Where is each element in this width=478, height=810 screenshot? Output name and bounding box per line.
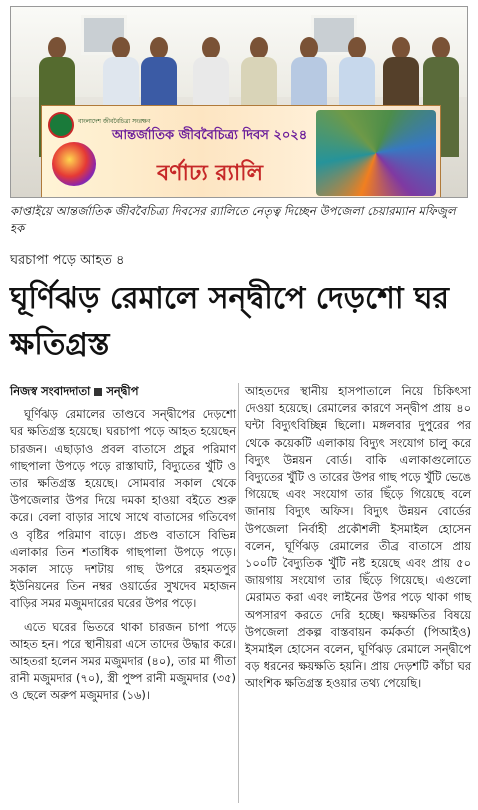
square-bullet-icon: [94, 388, 102, 396]
kicker-line: ঘরচাপা পড়ে আহত ৪: [10, 253, 125, 268]
nature-mosaic-image: [316, 110, 436, 196]
article-paragraph: এতে ঘরের ভিতরে থাকা চারজন চাপা পড়ে আহত হন। পরে স্থানীয়রা এসে তাদের উদ্ধার করে। আহতরা হলেন সমর মজুমদার (৪০), তার মা গীতা রানী মজুমদার (৭০), স্ত্রী পুষ্প রানী মজুমদার (৩৫) ও ছেলে অরুপ মজুমদার (১৬)।: [10, 619, 236, 703]
byline-reporter: নিজস্ব সংবাদদাতা: [10, 384, 91, 398]
article-column-left: [10, 383, 236, 711]
article-column-right: [245, 383, 471, 699]
banner-subtitle: বর্ণাঢ্য র‍্যালি: [157, 161, 263, 186]
government-logo-icon: [48, 112, 74, 138]
banner-org-text: বাংলাদেশ জীববৈচিত্র্য সংরক্ষণ: [78, 118, 151, 125]
byline: [10, 383, 236, 400]
photo-caption: কাপ্তাইয়ে আন্তর্জাতিক জীববৈচিত্র্য দিবসের র‍্যালিতে নেতৃত্ব দিচ্ছেন উপজেলা চেয়ারম্যান মফিজুল হক: [10, 204, 456, 235]
headline: ঘূর্ণিঝড় রেমালে সন্দ্বীপে দেড়শো ঘর ক্ষতিগ্রস্ত: [10, 281, 450, 362]
banner-title: আন্তর্জাতিক জীববৈচিত্র্য দিবস ২০২৪: [112, 128, 308, 143]
article-paragraph: ঘূর্ণিঝড় রেমালের তাণ্ডবে সন্দ্বীপের দেড়শো ঘর ক্ষতিগ্রস্ত হয়েছে। ঘরচাপা পড়ে আহত হয়েছেন চারজন। এছাড়াও প্রবল বাতাসে প্রচুর পরিমাণ গাছপালা উপড়ে পড়ে রাস্তাঘাট, বিদ্যুতের খুঁটি ও তার ক্ষতিগ্রস্ত হয়েছে। সোমবার সকাল থেকে উপজেলার উপর দিয়ে দমকা হাওয়া বইতে শুরু করে। বেলা বাড়ার সাথে সাথে বাতাসের গতিবেগ ও বৃষ্টির পরিমাণ বাড়ে। প্রচণ্ড বাতাসে বিভিন্ন এলাকার তিন শতাধিক গাছপালা উপড়ে পড়ে। সকাল সাড়ে দশটায় গাছ উপরে রহমতপুর ইউনিয়নের তিন নম্বর ওয়ার্ডের সুখদেব মহাজন বাড়ির সমর মজুমদারের ঘরের উপর পড়ে।: [10, 407, 236, 611]
column-divider: [238, 383, 239, 803]
biodiversity-globe-icon: [52, 142, 96, 186]
rally-banner: [41, 105, 441, 198]
byline-place: সন্দ্বীপ: [106, 384, 139, 398]
news-photo: [10, 6, 468, 198]
article-paragraph: আহতদের স্থানীয় হাসপাতালে নিয়ে চিকিৎসা দেওয়া হয়েছে। রেমালের কারণে সন্দ্বীপ প্রায় ৪০ ঘন্টা বিদ্যুৎবিচ্ছিন্ন ছিলো। মঙ্গলবার দুপুরের পর থেকে কয়েকটি এলাকায় বিদ্যুৎ সংযোগ চালু করে বিদ্যুৎ উন্নয়ন বোর্ড। বাকি এলাকাগুলোতে বিদ্যুতের খুঁটি ও তারের উপর গাছ পড়ে খুঁটি ভেঙে গিয়েছে এবং সংযোগ তার ছিঁড়ে গিয়েছে বলে জানায় বিদ্যুৎ অফিস। বিদ্যুৎ উন্নয়ন বোর্ডের উপজেলা নির্বাহী প্রকৌশলী ইসমাইল হোসেন বলেন, ঘূর্ণিঝড় রেমালের তীব্র বাতাসে প্রায় ১০০টি বৈদ্যুতিক খুঁটি নষ্ট হয়েছে এবং প্রায় ৫০ জায়গায় সংযোগ তার ছিঁড়ে গিয়েছে। এগুলো মেরামত করা এবং লাইনের উপর পড়ে থাকা গাছ অপসারণ করতে দেরি হচ্ছে। ক্ষয়ক্ষতির বিষয়ে উপজেলা প্রকল্প বাস্তবায়ন কর্মকর্তা (পিআইও) ইসমাইল হোসেন বলেন, ঘূর্ণিঝড় রেমালে সন্দ্বীপে বড় ধরনের ক্ষয়ক্ষতি হয়নি। প্রায় দেড়শটি কাঁচা ঘর আংশিক ক্ষতিগ্রস্ত হওয়ার তথ্য পেয়েছি।: [245, 384, 471, 691]
